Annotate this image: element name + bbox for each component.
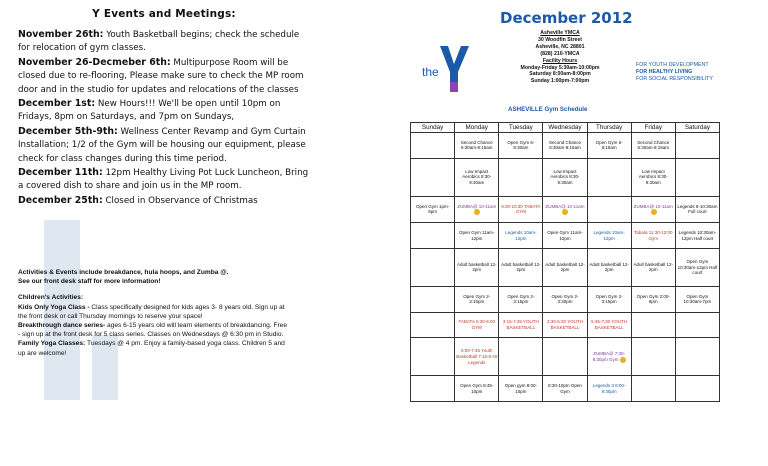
- schedule-cell: 5:45-7:30 YOUTH BASKETBALL: [587, 312, 631, 338]
- phone: (828) 210-YMCA: [540, 50, 580, 57]
- schedule-cell: Open Gym 6-8:15am: [587, 133, 631, 159]
- schedule-cell: Adult basketball 12-2pm: [587, 249, 631, 287]
- schedule-cell: Open Gym 2-3:30pm: [543, 286, 587, 312]
- breakthrough-heading: Breakthrough dance series-: [18, 322, 108, 330]
- schedule-cell: [543, 196, 587, 223]
- schedule-cell: [587, 196, 631, 223]
- day-header: Friday: [631, 123, 675, 133]
- event-date: November 26th:: [18, 29, 104, 40]
- event-text: Wellness Center Revamp and Gym Curtain Installation; 1/2 of the Gym will be housing our equipment, please check for class changes during this time period.: [18, 126, 306, 164]
- hours-saturday: Saturday 8:00am-8:00pm: [529, 71, 591, 78]
- ymca-logo: [420, 42, 472, 94]
- city: Asheville, NC 28801: [535, 43, 585, 50]
- family-yoga-heading: Family Yoga Classes:: [18, 340, 88, 348]
- smiley-icon: [620, 357, 626, 363]
- schedule-cell: Open Gym 10:30am-12pm Half court: [675, 249, 719, 287]
- schedule-cell: [411, 223, 455, 249]
- schedule-cell: Adult basketball 12-2pm: [499, 249, 543, 287]
- tagline-3: FOR SOCIAL RESPONSIBILITY: [636, 76, 713, 83]
- schedule-cell: 5:00-7:45 Youth Basketball 7:15-9:45 Legends: [455, 338, 499, 376]
- event-item: [18, 166, 310, 194]
- schedule-cell: Low Impact Aerobics 8:30-9:30am: [455, 158, 499, 196]
- schedule-title: ASHEVILLE Gym Schedule: [508, 106, 588, 113]
- schedule-cell: Open gym 8:00-10pm: [499, 376, 543, 402]
- schedule-cell: [411, 338, 455, 376]
- schedule-cell: Legends 10am-12pm: [587, 223, 631, 249]
- event-item: [18, 97, 310, 125]
- cell-text: ZUMBA@ 10-11am: [545, 203, 585, 209]
- schedule-cell: Open Gym 2:00-8pm: [631, 286, 675, 312]
- gym-schedule-table: [410, 122, 720, 402]
- schedule-cell: [675, 133, 719, 159]
- table-row: [411, 196, 720, 223]
- event-text: Closed in Observance of Christmas: [102, 195, 258, 206]
- event-text: New Hours!!! We'll be open until 10pm on Fridays, 8pm on Saturdays, and 7pm on Sundays,: [18, 99, 281, 123]
- table-row: [411, 312, 720, 338]
- event-item: [18, 194, 310, 208]
- cell-text: ZUMBA@ 7:30-8:30pm Gym: [592, 350, 626, 362]
- schedule-cell: Low Impact Aerobics 8:30-9:30am: [631, 158, 675, 196]
- schedule-cell: [411, 249, 455, 287]
- schedule-cell: [411, 376, 455, 402]
- logo-text: the: [422, 65, 439, 79]
- schedule-cell: Second Chance 6:30am-8:15am: [455, 133, 499, 159]
- event-date: December 5th-9th:: [18, 125, 118, 137]
- tagline-2: FOR HEALTHY LIVING: [636, 69, 693, 76]
- day-header: Saturday: [675, 123, 719, 133]
- hours-weekday: Monday-Friday 5:30am-10:00pm: [520, 64, 600, 71]
- month-title: December 2012: [500, 9, 633, 27]
- table-row: [411, 338, 720, 376]
- schedule-cell: 3:30-5:30 YOUTH BASKETBALL: [543, 312, 587, 338]
- schedule-cell: [455, 196, 499, 223]
- schedule-cell: Second Chance 6:30am-8:15am: [631, 133, 675, 159]
- schedule-cell: Tabata 11:30-12:00 Gym: [631, 223, 675, 249]
- schedule-cell: Open Gym 1pm-6pm: [411, 196, 455, 223]
- events-section: [18, 8, 310, 208]
- table-row: [411, 286, 720, 312]
- table-header-row: [411, 123, 720, 133]
- branch-name: Asheville YMCA: [540, 30, 580, 36]
- breakthrough-item: [18, 321, 290, 339]
- day-header: Tuesday: [499, 123, 543, 133]
- day-header: Sunday: [411, 123, 455, 133]
- schedule-cell: [675, 376, 719, 402]
- schedule-cell: Low Impact Aerobics 8:30-9:30am: [543, 158, 587, 196]
- event-text: Multipurpose Room will be closed due to re-flooring, Please make sure to check the MP room door and in the studio for updates and relocations of the classes: [18, 57, 304, 95]
- schedule-cell: Open Gym 8:45-10pm: [455, 376, 499, 402]
- day-header: Wednesday: [543, 123, 587, 133]
- schedule-cell: Open Gym 2-3:15pm: [455, 286, 499, 312]
- table-row: [411, 223, 720, 249]
- street: 30 Woodfin Street: [537, 36, 582, 43]
- schedule-cell: Adult basketball 12-2pm: [543, 249, 587, 287]
- table-row: [411, 158, 720, 196]
- schedule-cell: [499, 158, 543, 196]
- kids-yoga-text: Class specifically designed for kids ages 3- 8 years old. Sign up at the front desk or call Thursday mornings to reserve your space!: [18, 303, 285, 320]
- schedule-cell: [411, 158, 455, 196]
- cell-text: ZUMBA@ 10-11am: [457, 203, 497, 209]
- schedule-cell: [411, 312, 455, 338]
- schedule-cell: [631, 376, 675, 402]
- hours-sunday: Sunday 1:00pm-7:00pm: [530, 78, 590, 85]
- event-text: Youth Basketball begins; check the schedule for relocation of gym classes.: [18, 30, 300, 54]
- address-block: [505, 30, 615, 85]
- event-text: 12pm Healthy Living Pot Luck Luncheon, Bring a covered dish to share and join us in the MP room.: [18, 168, 309, 192]
- breakthrough-text: ages 6-15 years old will learn elements of breakdancing. Free - sign up at the front desk for 5 class series. Classes on Wednesdays @ 6:30 pm in Studio.: [18, 322, 288, 339]
- activities-intro: Activities & Events include breakdance, hula hoops, and Zumba @.: [18, 269, 229, 276]
- event-item: [18, 125, 310, 166]
- hours-title: Facility Hours: [542, 57, 578, 64]
- table-row: [411, 376, 720, 402]
- events-title: Y Events and Meetings:: [92, 8, 236, 20]
- kids-yoga-item: [18, 303, 290, 321]
- event-date: December 11th:: [18, 167, 103, 179]
- schedule-cell: Open Gym 11am-12pm: [543, 223, 587, 249]
- schedule-cell: [631, 312, 675, 338]
- activities-intro-2: See our front desk staff for more information!: [18, 278, 161, 286]
- schedule-cell: [675, 158, 719, 196]
- schedule-cell: [587, 158, 631, 196]
- smiley-icon: [562, 209, 568, 215]
- schedule-cell: Legends 10:30am-12pm Half court: [675, 223, 719, 249]
- smiley-icon: [651, 209, 657, 215]
- schedule-cell: Open Gym 2-3:15pm: [499, 286, 543, 312]
- schedule-cell: 9:30-10:30 TABATA GYM: [499, 196, 543, 223]
- day-header: Thursday: [587, 123, 631, 133]
- cell-text: ZUMBA@ 10-11am: [633, 203, 673, 209]
- schedule-cell: TABATA 5:30-6:00 GYM: [455, 312, 499, 338]
- schedule-cell: [631, 338, 675, 376]
- schedule-cell: [675, 312, 719, 338]
- schedule-cell: [499, 338, 543, 376]
- tagline-1: FOR YOUTH DEVELOPMENT: [636, 62, 709, 68]
- schedule-cell: [587, 338, 631, 376]
- schedule-cell: Legends 8-10:30am Full court: [675, 196, 719, 223]
- schedule-cell: 3:15-7:45 YOUTH BASKETBALL: [499, 312, 543, 338]
- schedule-cell: Open Gym 10:30am-7pm: [675, 286, 719, 312]
- schedule-cell: Legends 3 8:00-9:30pm: [587, 376, 631, 402]
- children-heading: Children's Activities:: [18, 294, 84, 302]
- schedule-cell: Legends 10am-12pm: [499, 223, 543, 249]
- schedule-cell: Open Gym 6-8:30am: [499, 133, 543, 159]
- schedule-cell: [411, 133, 455, 159]
- kids-yoga-heading: Kids Only Yoga Class -: [18, 303, 92, 311]
- table-row: [411, 133, 720, 159]
- schedule-cell: Second Chance 6:30am-8:15am: [543, 133, 587, 159]
- event-date: December 25th:: [18, 194, 103, 206]
- event-item: [18, 56, 310, 97]
- family-yoga-item: [18, 339, 290, 357]
- schedule-cell: Adult basketball 12-2pm: [631, 249, 675, 287]
- schedule-cell: [411, 286, 455, 312]
- family-yoga-text: Tuesdays @ 4 pm. Enjoy a family-based yoga class. Children 5 and up are welcome!: [18, 340, 285, 357]
- event-date: November 26-Decmeber 6th:: [18, 56, 171, 68]
- ymca-tagline: [636, 62, 713, 84]
- schedule-cell: [631, 196, 675, 223]
- schedule-cell: [675, 338, 719, 376]
- schedule-cell: Open Gym 11am-12pm: [455, 223, 499, 249]
- schedule-cell: 8:30-10pm Open Gym: [543, 376, 587, 402]
- day-header: Monday: [455, 123, 499, 133]
- schedule-cell: Adult basketball 12-2pm: [455, 249, 499, 287]
- event-date: December 1st:: [18, 98, 96, 110]
- schedule-cell: [543, 338, 587, 376]
- smiley-icon: [474, 209, 480, 215]
- event-item: [18, 28, 310, 56]
- activities-section: [18, 268, 290, 358]
- table-row: [411, 249, 720, 287]
- schedule-cell: Open Gym 2-3:15pm: [587, 286, 631, 312]
